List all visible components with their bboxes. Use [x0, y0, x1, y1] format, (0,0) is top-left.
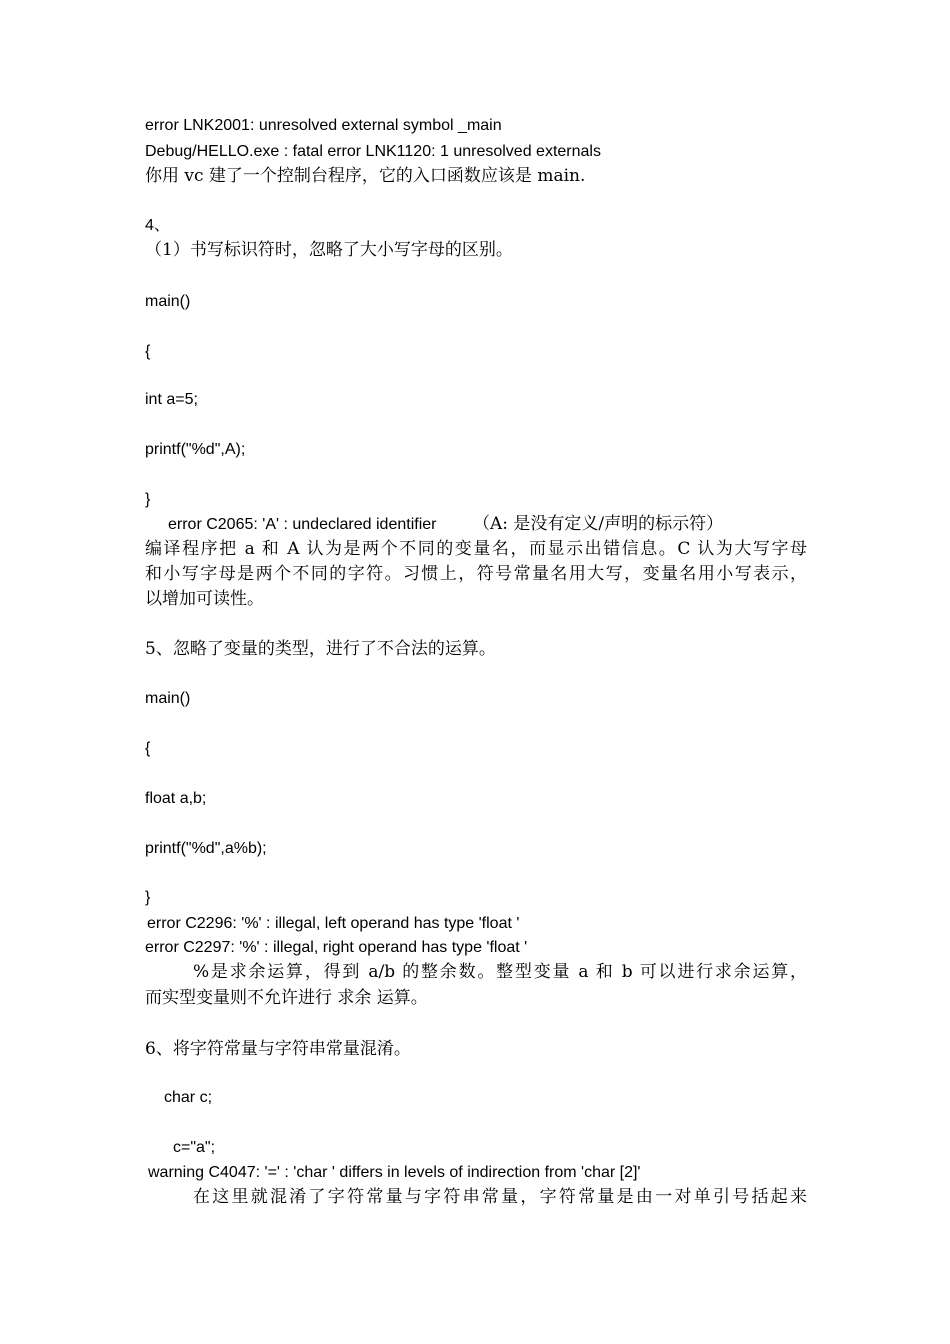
- paragraph-line: %是求余运算，得到 a/b 的整余数。整型变量 a 和 b 可以进行求余运算，: [193, 962, 807, 982]
- code-line: }: [145, 889, 151, 906]
- paragraph-line: 在这里就混淆了字符常量与字符串常量，字符常量是由一对单引号括起来: [193, 1187, 807, 1207]
- error-c2297-line: error C2297: '%' : illegal, right operand has type 'float ': [145, 939, 528, 956]
- error-c2296-line: error C2296: '%' : illegal, left operand has type 'float ': [147, 915, 520, 932]
- section-5-heading: 5、忽略了变量的类型，进行了不合法的运算。: [145, 639, 496, 659]
- section-6-heading: 6、将字符常量与字符串常量混淆。: [145, 1039, 411, 1059]
- code-line: }: [145, 491, 151, 508]
- section-4-1-heading: （1）书写标识符时，忽略了大小写字母的区别。: [145, 240, 513, 260]
- code-line: {: [145, 343, 151, 360]
- error-lnk2001-line: error LNK2001: unresolved external symbol _main: [145, 117, 502, 134]
- section-4-heading: 4、: [145, 217, 170, 234]
- paragraph-line: 以增加可读性。: [145, 589, 264, 609]
- code-line: char c;: [164, 1089, 213, 1106]
- code-line: main(): [145, 690, 191, 707]
- error-c2065-line: error C2065: 'A' : undeclared identifier: [168, 516, 437, 533]
- entry-function-note: 你用 vc 建了一个控制台程序，它的入口函数应该是 main.: [145, 166, 586, 186]
- code-line: printf("%d",a%b);: [145, 840, 267, 857]
- error-c2065-explanation: （A: 是没有定义/声明的标示符）: [473, 514, 724, 534]
- warning-c4047-line: warning C4047: '=' : 'char ' differs in levels of indirection from 'char [2]': [148, 1164, 641, 1181]
- code-line: main(): [145, 293, 191, 310]
- code-line: int a=5;: [145, 391, 198, 408]
- code-line: {: [145, 740, 151, 757]
- paragraph-line: 和小写字母是两个不同的字符。习惯上，符号常量名用大写，变量名用小写表示，: [145, 564, 807, 584]
- code-line: float a,b;: [145, 790, 207, 807]
- paragraph-line: 而实型变量则不允许进行 求余 运算。: [145, 988, 428, 1008]
- code-line: c="a";: [173, 1139, 216, 1156]
- error-lnk1120-line: Debug/HELLO.exe : fatal error LNK1120: 1 unresolved externals: [145, 143, 601, 160]
- paragraph-line: 编译程序把 a 和 A 认为是两个不同的变量名，而显示出错信息。C 认为大写字母: [145, 539, 807, 559]
- code-line: printf("%d",A);: [145, 441, 246, 458]
